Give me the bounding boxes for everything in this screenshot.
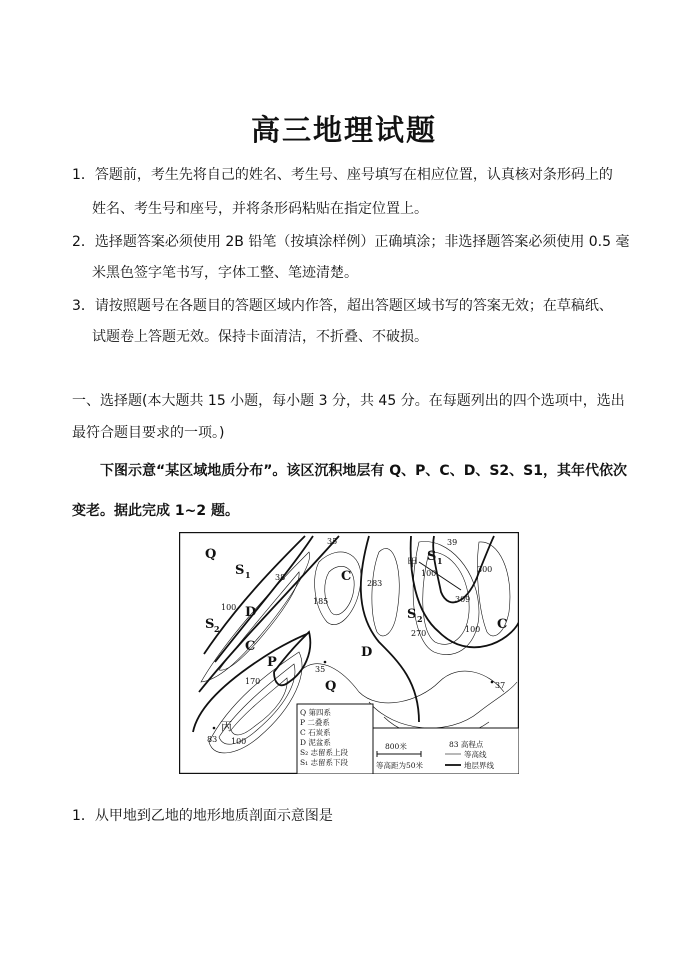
svg-text:35: 35	[315, 665, 326, 674]
label-s1-left: S	[235, 563, 245, 578]
label-c-right: C	[497, 617, 508, 632]
label-q-bottom: Q	[325, 679, 337, 694]
label-c-mid: C	[341, 569, 352, 584]
svg-text:S₂ 志留系上段: S₂ 志留系上段	[300, 748, 349, 757]
svg-text:185: 185	[313, 597, 329, 606]
svg-text:83 高程点: 83 高程点	[449, 740, 484, 749]
svg-text:35: 35	[327, 537, 338, 546]
label-q-topleft: Q	[205, 547, 217, 562]
label-s1-right: S	[427, 549, 437, 564]
svg-text:S₁ 志留系下段: S₁ 志留系下段	[300, 758, 349, 767]
svg-text:300: 300	[477, 565, 493, 574]
svg-text:170: 170	[245, 677, 261, 686]
svg-text:Q 第四系: Q 第四系	[300, 708, 332, 717]
svg-text:地层界线: 地层界线	[464, 761, 494, 770]
label-s2-left: S	[205, 617, 215, 632]
label-s1-left-sub: 1	[245, 570, 251, 580]
label-d-mid: D	[361, 645, 373, 660]
scale-label: 800米	[385, 742, 407, 751]
instruction-1-line2: 姓名、考生号和座号，并将条形码粘贴在指定位置上。	[92, 201, 428, 217]
label-s1-right-sub: 1	[437, 556, 443, 566]
svg-text:D 泥盆系: D 泥盆系	[300, 738, 331, 747]
intro-line2: 变老。据此完成 1~2 题。	[72, 503, 239, 519]
section-heading-line2: 最符合题目要求的一项。)	[72, 425, 225, 441]
label-c-left: C	[245, 639, 256, 654]
svg-text:100: 100	[465, 625, 481, 634]
svg-text:83: 83	[207, 735, 218, 744]
svg-text:270: 270	[411, 629, 427, 638]
svg-text:309: 309	[455, 595, 471, 604]
svg-text:39: 39	[447, 538, 458, 547]
label-p-mid: P	[267, 655, 277, 670]
question-1: 1．从甲地到乙地的地形地质剖面示意图是	[72, 808, 333, 824]
svg-text:38: 38	[275, 573, 286, 582]
instruction-2-line1: 2．选择题答案必须使用 2B 铅笔（按填涂样例）正确填涂；非选择题答案必须使用 0.5 毫	[72, 234, 630, 250]
svg-text:100: 100	[231, 737, 247, 746]
svg-text:等高线: 等高线	[464, 750, 487, 759]
instruction-1-line1: 1．答题前，考生先将自己的姓名、考生号、座号填写在相应位置，认真核对条形码上的	[72, 167, 613, 183]
section-heading-line1: 一、选择题(本大题共 15 小题，每小题 3 分，共 45 分。在每题列出的四个选项中，选出	[72, 393, 625, 409]
instruction-2-line2: 米黑色签字笔书写，字体工整、笔迹清楚。	[92, 265, 358, 281]
label-s2-right: S	[407, 607, 417, 622]
label-bing: 丙	[221, 720, 232, 733]
geologic-map	[179, 532, 519, 774]
contour-interval-label: 等高距为50米	[376, 761, 424, 770]
svg-text:37: 37	[495, 681, 506, 690]
svg-text:283: 283	[367, 579, 383, 588]
svg-text:P 二叠系: P 二叠系	[300, 718, 330, 727]
page-title: 高三地理试题	[250, 113, 437, 147]
instruction-3-line2: 试题卷上答题无效。保持卡面清洁，不折叠、不破损。	[92, 329, 428, 345]
svg-text:100: 100	[421, 569, 437, 578]
label-s2-left-sub: 2	[214, 624, 220, 634]
label-jia: 甲	[407, 556, 418, 569]
intro-line1: 下图示意“某区域地质分布”。该区沉积地层有 Q、P、C、D、S2、S1，其年代依次	[100, 463, 627, 479]
svg-text:100: 100	[221, 603, 237, 612]
label-d-left: D	[245, 605, 257, 620]
svg-text:C 石炭系: C 石炭系	[300, 728, 331, 737]
label-s2-right-sub: 2	[417, 614, 423, 624]
instruction-3-line1: 3．请按照题号在各题目的答题区域内作答，超出答题区域书写的答案无效；在草稿纸、	[72, 298, 613, 314]
